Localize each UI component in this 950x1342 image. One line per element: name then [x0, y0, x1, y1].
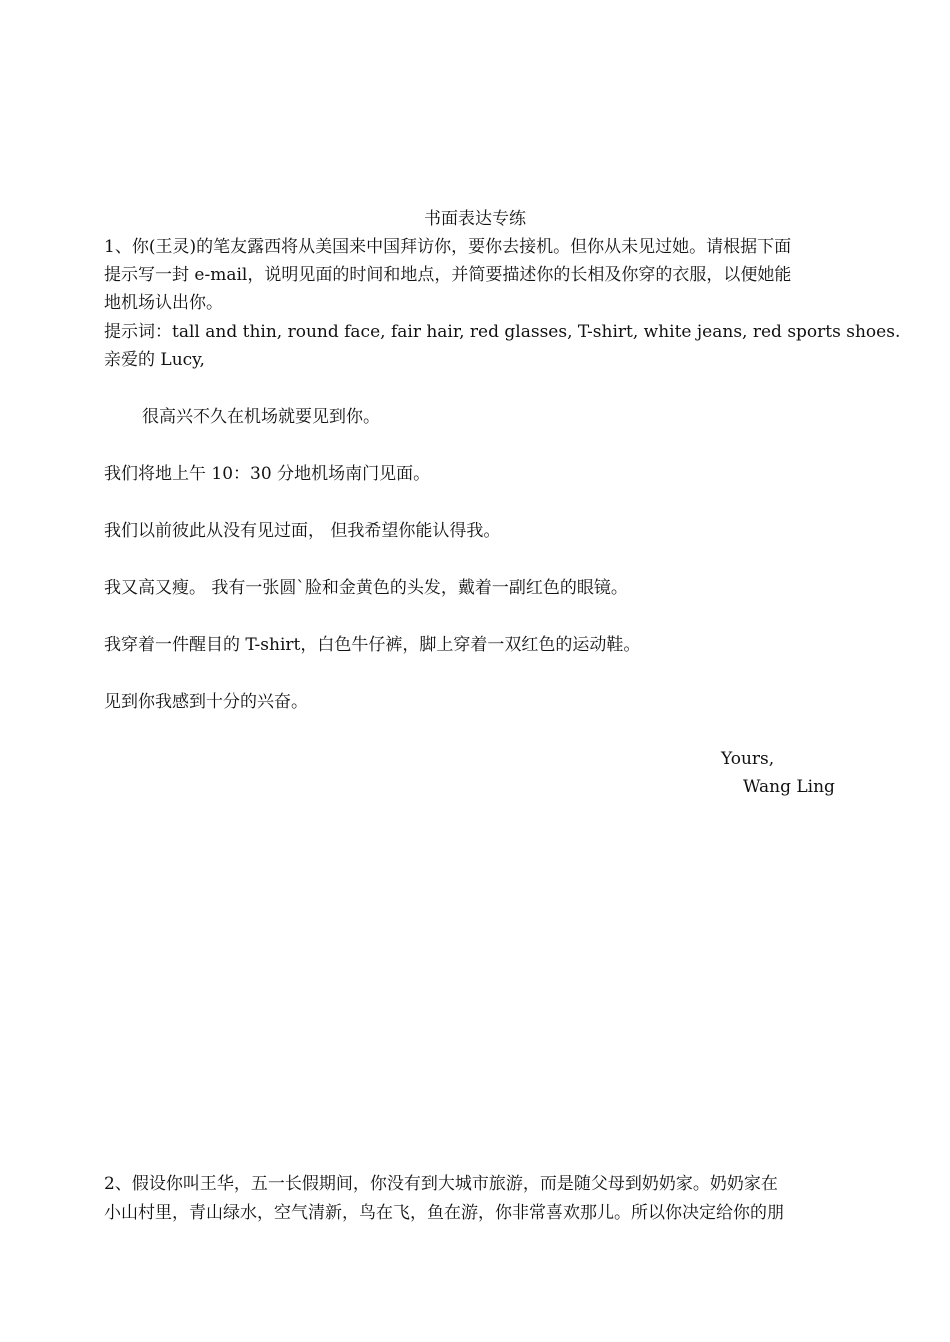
letter-greeting: 亲爱的 Lucy, — [104, 350, 205, 370]
letter-paragraph-2: 我们将地上午 10：30 分地机场南门见面。 — [104, 464, 431, 484]
q1-prompt-line-2: 提示写一封 e-mail，说明见面的时间和地点，并简要描述你的长相及你穿的衣服，以便她能 — [104, 265, 792, 285]
q1-prompt-line-1: 1、你(王灵)的笔友露西将从美国来中国拜访你，要你去接机。但你从未见过她。请根据下面 — [104, 237, 792, 257]
letter-paragraph-4: 我又高又瘦。 我有一张圆`脸和金黄色的头发，戴着一副红色的眼镜。 — [104, 578, 628, 598]
q2-prompt-line-1: 2、假设你叫王华，五一长假期间，你没有到大城市旅游，而是随父母到奶奶家。奶奶家在 — [104, 1174, 778, 1194]
letter-paragraph-1: 很高兴不久在机场就要见到你。 — [142, 407, 380, 427]
q2-prompt-line-2: 小山村里，青山绿水，空气清新，鸟在飞，鱼在游，你非常喜欢那儿。所以你决定给你的朋 — [104, 1203, 784, 1223]
letter-paragraph-5: 我穿着一件醒目的 T-shirt，白色牛仔裤，脚上穿着一双红色的运动鞋。 — [104, 635, 641, 655]
q1-prompt-line-3: 地机场认出你。 — [104, 293, 223, 313]
letter-closing: Yours, — [721, 749, 775, 769]
letter-paragraph-6: 见到你我感到十分的兴奋。 — [104, 692, 308, 712]
letter-paragraph-3: 我们以前彼此从没有见过面， 但我希望你能认得我。 — [104, 521, 501, 541]
document-title: 书面表达专练 — [424, 209, 526, 229]
q1-hint-words: 提示词：tall and thin, round face, fair hair, red glasses, T-shirt, white jeans, red sports shoes. — [104, 322, 901, 342]
letter-signature: Wang Ling — [743, 777, 835, 797]
